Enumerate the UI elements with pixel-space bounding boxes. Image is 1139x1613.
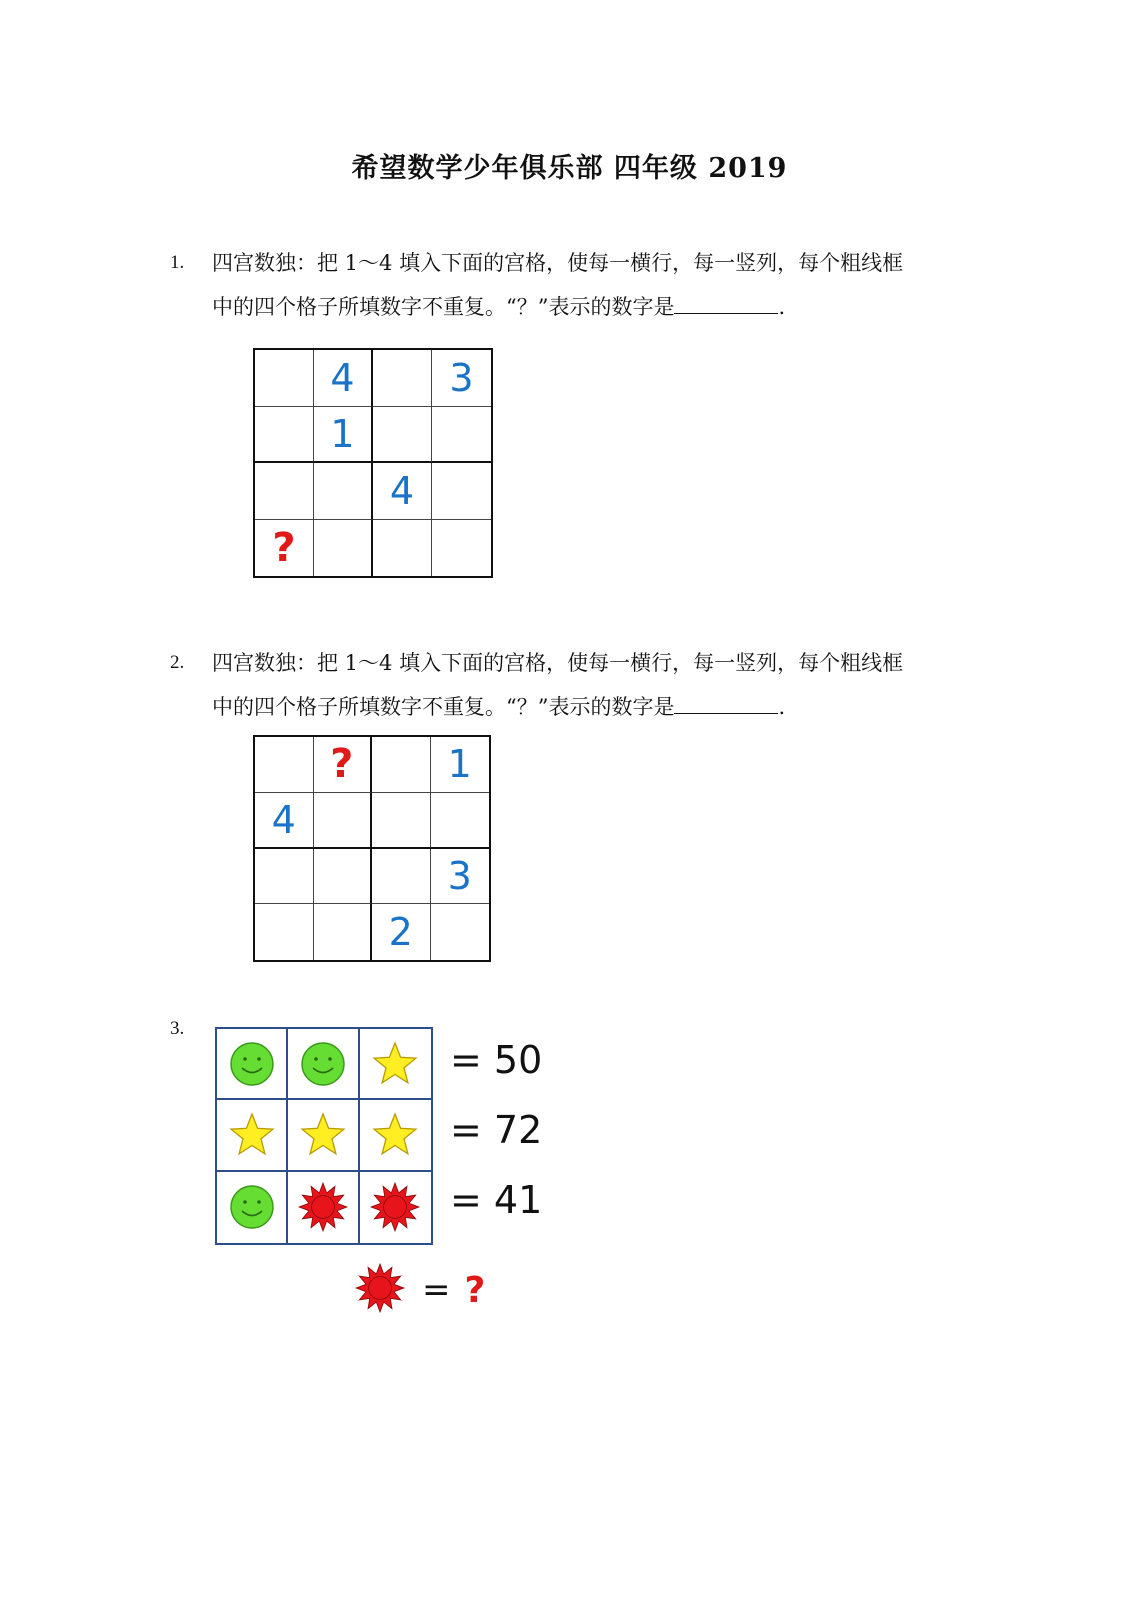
question-mark-cell: ? — [314, 737, 373, 793]
star-icon — [288, 1100, 359, 1171]
sudoku-cell: 1 — [314, 407, 373, 464]
sudoku-cell: 4 — [314, 350, 373, 407]
sudoku-cell: 2 — [372, 904, 431, 960]
sudoku-cell — [432, 463, 491, 520]
equation-row-3: = 41 — [450, 1178, 543, 1222]
star-icon — [360, 1029, 431, 1100]
question-1-prompt: 中的四个格子所填数字不重复。“？”表示的数字是 — [212, 295, 675, 319]
star-icon — [360, 1100, 431, 1171]
question-2-answer-blank[interactable] — [674, 693, 778, 714]
answer-equals: = — [422, 1270, 451, 1310]
question-2-text-line1: 四宫数独：把 1～4 填入下面的宫格，使每一横行，每一竖列，每个粗线框 — [212, 651, 904, 675]
sun-icon — [288, 1172, 359, 1243]
question-1-number: 1. — [170, 252, 185, 273]
question-1-text-line1: 四宫数独：把 1～4 填入下面的宫格，使每一横行，每一竖列，每个粗线框 — [212, 251, 904, 275]
question-2-number: 2. — [170, 652, 185, 673]
sudoku-cell: 4 — [373, 463, 432, 520]
sudoku-cell — [372, 849, 431, 905]
sudoku-cell — [255, 463, 314, 520]
sudoku-cell: 3 — [431, 849, 490, 905]
question-1-text-line2 — [212, 293, 785, 321]
sudoku-cell — [373, 350, 432, 407]
sudoku-cell — [373, 407, 432, 464]
sudoku-cell — [255, 849, 314, 905]
sudoku-cell — [431, 904, 490, 960]
answer-row — [354, 1262, 485, 1318]
question-1-period: . — [778, 295, 786, 319]
sudoku-cell — [314, 463, 373, 520]
star-icon — [217, 1100, 288, 1171]
sun-icon — [354, 1262, 406, 1318]
sudoku-grid-1 — [253, 348, 493, 578]
sudoku-cell — [372, 737, 431, 793]
sudoku-cell: 1 — [431, 737, 490, 793]
question-mark-cell: ? — [255, 520, 314, 577]
question-2-text-line2 — [212, 693, 785, 721]
sudoku-grid-2 — [253, 735, 491, 962]
sudoku-cell — [255, 904, 314, 960]
sudoku-cell — [432, 520, 491, 577]
symbol-grid — [215, 1027, 433, 1245]
sudoku-cell — [314, 520, 373, 577]
sudoku-cell — [314, 849, 373, 905]
smiley-icon — [217, 1172, 288, 1243]
equation-row-1: = 50 — [450, 1038, 543, 1082]
answer-question-mark: ? — [464, 1269, 486, 1311]
sudoku-cell — [255, 350, 314, 407]
equation-row-2: = 72 — [450, 1108, 543, 1152]
sudoku-cell: 3 — [432, 350, 491, 407]
smiley-icon — [217, 1029, 288, 1100]
sudoku-cell — [314, 793, 373, 849]
sudoku-cell — [255, 407, 314, 464]
question-3-number: 3. — [170, 1018, 185, 1039]
sudoku-cell — [432, 407, 491, 464]
page-title: 希望数学少年俱乐部 四年级 2019 — [351, 153, 788, 184]
sudoku-cell — [373, 520, 432, 577]
sudoku-cell — [255, 737, 314, 793]
sudoku-cell: 4 — [255, 793, 314, 849]
sudoku-cell — [372, 793, 431, 849]
question-2-prompt: 中的四个格子所填数字不重复。“？”表示的数字是 — [212, 695, 675, 719]
sudoku-cell — [431, 793, 490, 849]
smiley-icon — [288, 1029, 359, 1100]
sudoku-cell — [314, 904, 373, 960]
question-1-answer-blank[interactable] — [674, 293, 778, 314]
sun-icon — [360, 1172, 431, 1243]
question-2-period: . — [778, 695, 786, 719]
